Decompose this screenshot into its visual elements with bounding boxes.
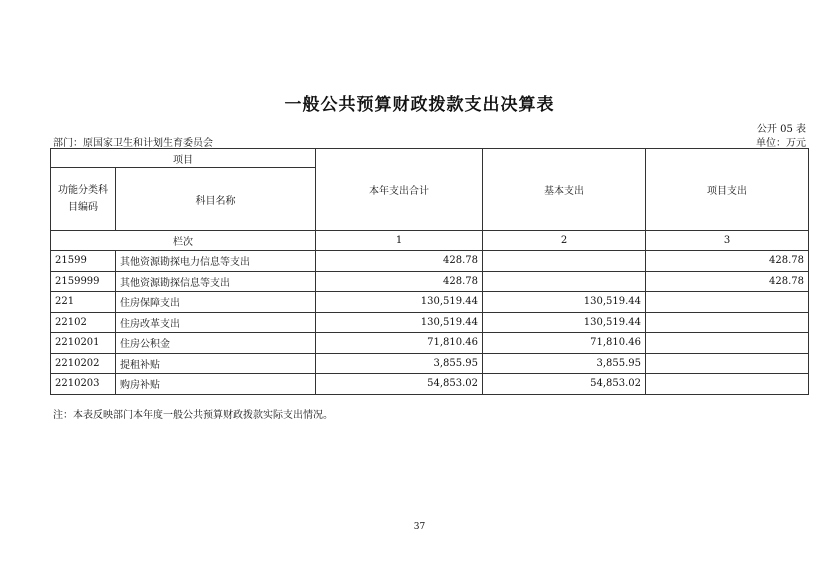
header-total: 本年支出合计 (316, 149, 483, 231)
footnote: 注：本表反映部门本年度一般公共预算财政拨款实际支出情况。 (53, 410, 333, 421)
expenditure-table (50, 148, 809, 395)
header-basic: 基本支出 (483, 149, 646, 231)
row-project (646, 312, 809, 333)
unit-label: 单位：万元 (756, 138, 806, 149)
table-row (51, 271, 809, 292)
row-basic: 54,853.02 (483, 374, 646, 395)
row-basic: 130,519.44 (483, 312, 646, 333)
seq-2: 2 (483, 231, 646, 251)
table-row (51, 374, 809, 395)
row-name: 购房补贴 (116, 374, 316, 395)
row-basic: 130,519.44 (483, 292, 646, 313)
row-total: 130,519.44 (316, 312, 483, 333)
row-project: 428.78 (646, 251, 809, 272)
row-code: 2159999 (51, 271, 116, 292)
row-name: 住房改革支出 (116, 312, 316, 333)
row-name: 其他资源勘探电力信息等支出 (116, 251, 316, 272)
header-name: 科目名称 (116, 168, 316, 231)
page-number: 37 (413, 522, 426, 532)
row-code: 2210202 (51, 353, 116, 374)
row-code: 22102 (51, 312, 116, 333)
row-total: 428.78 (316, 271, 483, 292)
row-name: 住房公积金 (116, 333, 316, 354)
table-row (51, 333, 809, 354)
row-project (646, 333, 809, 354)
header-item: 项目 (51, 149, 316, 168)
table-row (51, 292, 809, 313)
table-row (51, 251, 809, 272)
row-basic (483, 271, 646, 292)
row-total: 428.78 (316, 251, 483, 272)
table-row (51, 353, 809, 374)
row-project: 428.78 (646, 271, 809, 292)
header-seq: 栏次 (51, 231, 316, 251)
row-total: 71,810.46 (316, 333, 483, 354)
row-basic: 3,855.95 (483, 353, 646, 374)
row-total: 54,853.02 (316, 374, 483, 395)
table-row (51, 312, 809, 333)
page-title: 一般公共预算财政拨款支出决算表 (284, 95, 555, 115)
form-number: 公开 05 表 (756, 124, 806, 135)
row-project (646, 353, 809, 374)
row-basic (483, 251, 646, 272)
row-project (646, 292, 809, 313)
row-total: 130,519.44 (316, 292, 483, 313)
row-basic: 71,810.46 (483, 333, 646, 354)
seq-1: 1 (316, 231, 483, 251)
row-code: 21599 (51, 251, 116, 272)
header-project: 项目支出 (646, 149, 809, 231)
row-name: 住房保障支出 (116, 292, 316, 313)
seq-3: 3 (646, 231, 809, 251)
department-label: 部门：原国家卫生和计划生育委员会 (53, 138, 213, 149)
row-total: 3,855.95 (316, 353, 483, 374)
row-name: 其他资源勘探信息等支出 (116, 271, 316, 292)
row-code: 2210201 (51, 333, 116, 354)
row-name: 提租补贴 (116, 353, 316, 374)
header-code: 功能分类科目编码 (51, 168, 116, 231)
row-project (646, 374, 809, 395)
row-code: 2210203 (51, 374, 116, 395)
row-code: 221 (51, 292, 116, 313)
